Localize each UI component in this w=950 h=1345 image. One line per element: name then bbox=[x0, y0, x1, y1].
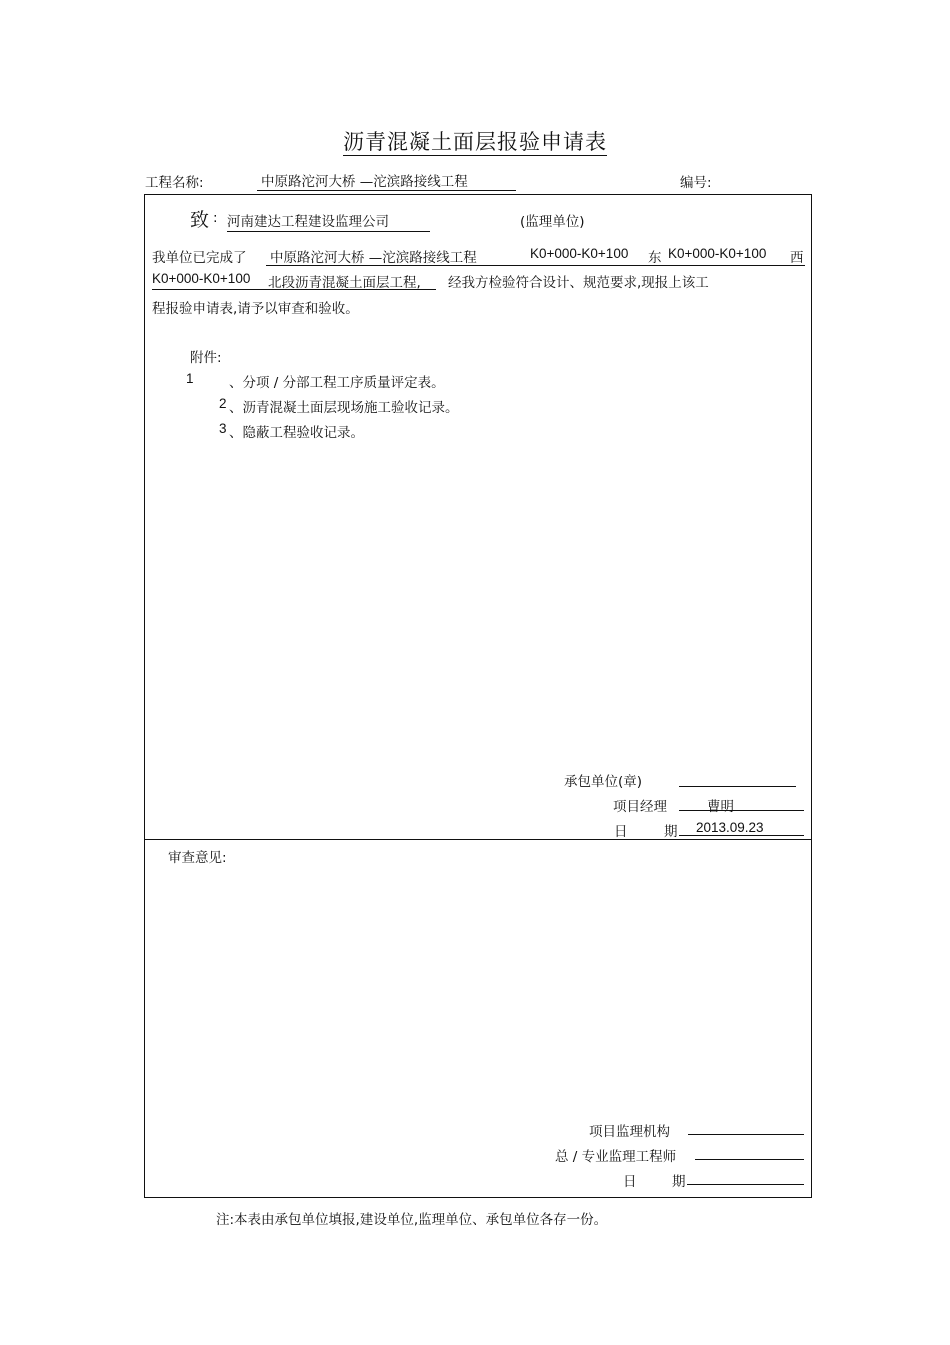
project-name-label: 工程名称: bbox=[145, 175, 204, 191]
attachment-1-text: 、分项 / 分部工程工序质量评定表。 bbox=[229, 375, 445, 391]
body-line1-prefix: 我单位已完成了 bbox=[152, 250, 247, 266]
contractor-unit-label: 承包单位(章) bbox=[564, 774, 643, 790]
section-divider bbox=[144, 839, 812, 840]
attachments-label: 附件: bbox=[190, 350, 222, 366]
supervising-engineer-line bbox=[695, 1159, 804, 1160]
west-label: 西 bbox=[790, 250, 804, 266]
review-date-line bbox=[687, 1184, 804, 1185]
review-date-label-2: 期 bbox=[672, 1174, 686, 1190]
project-manager-label: 项目经理 bbox=[613, 799, 667, 815]
attachment-2-text: 、沥青混凝土面层现场施工验收记录。 bbox=[229, 400, 459, 416]
contractor-date-label-1: 日 bbox=[614, 824, 628, 840]
to-prefix: 致 bbox=[190, 209, 210, 231]
attachment-1-num: 1 bbox=[186, 371, 194, 386]
attachment-2-num: 2 bbox=[219, 396, 227, 411]
project-manager-value: 曹明 bbox=[679, 795, 804, 811]
page-title: 沥青混凝土面层报验申请表 bbox=[343, 130, 607, 154]
contractor-date-label-2: 期 bbox=[664, 824, 678, 840]
work-name: 北段沥青混凝土面层工程, bbox=[268, 275, 421, 291]
project-name-value: 中原路沱河大桥 —沱滨路接线工程 bbox=[257, 170, 516, 191]
form-number-label: 编号: bbox=[680, 175, 712, 191]
range-1: K0+000-K0+100 bbox=[530, 246, 629, 261]
east-label: 东 bbox=[648, 250, 662, 266]
review-opinion-label: 审查意见: bbox=[168, 850, 227, 866]
body-line3: 程报验申请表,请予以审查和验收。 bbox=[152, 301, 359, 317]
range-3: K0+000-K0+100 bbox=[152, 271, 251, 286]
review-date-label-1: 日 bbox=[623, 1174, 637, 1190]
attachment-3-text: 、隐蔽工程验收记录。 bbox=[229, 425, 364, 441]
range-2: K0+000-K0+100 bbox=[668, 246, 767, 261]
to-colon: : bbox=[213, 210, 218, 226]
contractor-unit-value bbox=[679, 770, 796, 787]
body-project: 中原路沱河大桥 —沱滨路接线工程 bbox=[270, 250, 477, 266]
contractor-date-value: 2013.09.23 bbox=[679, 820, 804, 836]
form-frame bbox=[144, 194, 812, 1198]
footnote: 注:本表由承包单位填报,建设单位,监理单位、承包单位各存一份。 bbox=[216, 1212, 608, 1228]
supervision-org-line bbox=[688, 1134, 804, 1135]
supervision-org-label: 项目监理机构 bbox=[589, 1124, 670, 1140]
recipient-role: (监理单位) bbox=[520, 214, 585, 230]
attachment-3-num: 3 bbox=[219, 421, 227, 436]
supervising-engineer-label: 总 / 专业监理工程师 bbox=[555, 1149, 677, 1165]
recipient-name: 河南建达工程建设监理公司 bbox=[227, 210, 430, 232]
body-line2-suffix: 经我方检验符合设计、规范要求,现报上该工 bbox=[448, 275, 709, 291]
